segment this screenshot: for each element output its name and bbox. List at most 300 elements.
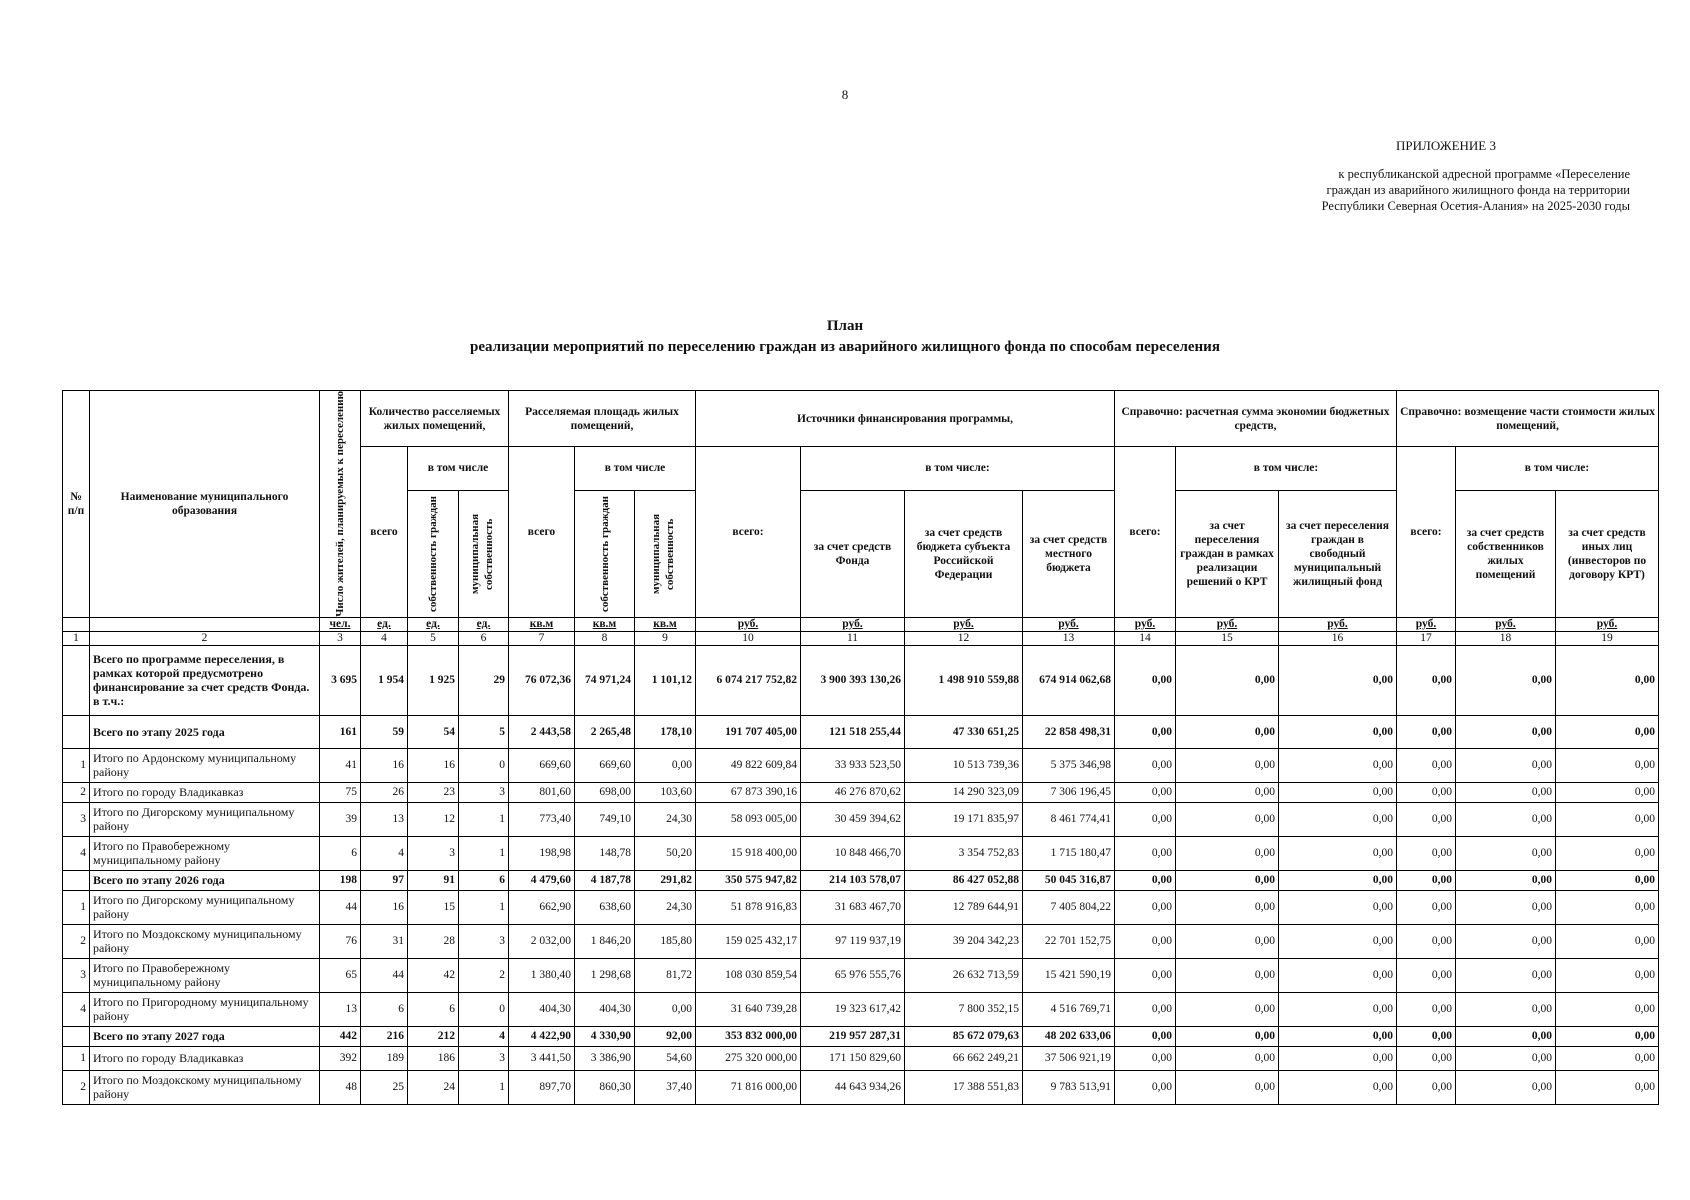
value-cell: 698,00 bbox=[575, 782, 635, 802]
value-cell: 0,00 bbox=[1397, 836, 1456, 870]
header-local-budget: за счет средств местного бюджета bbox=[1023, 490, 1115, 617]
value-cell: 1 925 bbox=[408, 645, 459, 715]
header-krt: за счет переселения граждан в рамках реализации решений о КРТ bbox=[1176, 490, 1279, 617]
value-cell: 75 bbox=[320, 782, 361, 802]
value-cell: 65 bbox=[320, 958, 361, 992]
value-cell: 0,00 bbox=[1556, 992, 1659, 1026]
value-cell: 0,00 bbox=[1176, 958, 1279, 992]
value-cell: 0,00 bbox=[1176, 715, 1279, 748]
value-cell: 81,72 bbox=[635, 958, 696, 992]
value-cell: 0,00 bbox=[1397, 645, 1456, 715]
value-cell: 1 954 bbox=[361, 645, 408, 715]
value-cell: 76 bbox=[320, 924, 361, 958]
municipality-name: Итого по Правобережному муниципальному району bbox=[90, 958, 320, 992]
value-cell: 442 bbox=[320, 1026, 361, 1046]
value-cell: 860,30 bbox=[575, 1070, 635, 1104]
value-cell: 3 bbox=[459, 782, 509, 802]
value-cell: 0,00 bbox=[1456, 748, 1556, 782]
value-cell: 2 443,58 bbox=[509, 715, 575, 748]
row-index: 3 bbox=[63, 802, 90, 836]
unit-cell: руб. bbox=[1556, 617, 1659, 631]
row-index: 1 bbox=[63, 748, 90, 782]
header-name: Наименование муниципального образования bbox=[90, 391, 320, 618]
value-cell: 1 298,68 bbox=[575, 958, 635, 992]
municipality-name: Итого по Моздокскому муниципальному району bbox=[90, 924, 320, 958]
value-cell: 24,30 bbox=[635, 802, 696, 836]
municipality-name: Всего по этапу 2025 года bbox=[90, 715, 320, 748]
row-index bbox=[63, 870, 90, 890]
value-cell: 4 187,78 bbox=[575, 870, 635, 890]
column-number: 10 bbox=[696, 631, 801, 645]
value-cell: 4 479,60 bbox=[509, 870, 575, 890]
value-cell: 33 933 523,50 bbox=[801, 748, 905, 782]
header-comp-total: всего: bbox=[1397, 447, 1456, 618]
value-cell: 0,00 bbox=[1556, 748, 1659, 782]
value-cell: 0,00 bbox=[1279, 645, 1397, 715]
value-cell: 1 bbox=[459, 802, 509, 836]
unit-cell: руб. bbox=[905, 617, 1023, 631]
header-residents-text: Число жителей, планируемых к переселению bbox=[334, 391, 346, 617]
value-cell: 291,82 bbox=[635, 870, 696, 890]
value-cell: 1 715 180,47 bbox=[1023, 836, 1115, 870]
value-cell: 16 bbox=[361, 890, 408, 924]
table-row bbox=[63, 890, 1659, 924]
value-cell: 0,00 bbox=[1456, 645, 1556, 715]
value-cell: 392 bbox=[320, 1046, 361, 1070]
value-cell: 0,00 bbox=[1279, 992, 1397, 1026]
value-cell: 10 848 466,70 bbox=[801, 836, 905, 870]
value-cell: 19 171 835,97 bbox=[905, 802, 1023, 836]
row-index: 2 bbox=[63, 1070, 90, 1104]
unit-cell: руб. bbox=[801, 617, 905, 631]
header-subject-budget: за счет средств бюджета субъекта Российской Федерации bbox=[905, 490, 1023, 617]
value-cell: 219 957 287,31 bbox=[801, 1026, 905, 1046]
value-cell: 1 bbox=[459, 890, 509, 924]
value-cell: 54,60 bbox=[635, 1046, 696, 1070]
value-cell: 674 914 062,68 bbox=[1023, 645, 1115, 715]
value-cell: 178,10 bbox=[635, 715, 696, 748]
value-cell: 2 032,00 bbox=[509, 924, 575, 958]
column-number: 1 bbox=[63, 631, 90, 645]
value-cell: 669,60 bbox=[575, 748, 635, 782]
value-cell: 0,00 bbox=[1279, 924, 1397, 958]
value-cell: 0,00 bbox=[1397, 958, 1456, 992]
header-savings-incl: в том числе: bbox=[1176, 447, 1397, 491]
table-row bbox=[63, 992, 1659, 1026]
header-compensation-group: Справочно: возмещение части стоимости жилых помещений, bbox=[1397, 391, 1659, 447]
value-cell: 5 bbox=[459, 715, 509, 748]
value-cell: 12 789 644,91 bbox=[905, 890, 1023, 924]
value-cell: 186 bbox=[408, 1046, 459, 1070]
value-cell: 0,00 bbox=[1115, 748, 1176, 782]
value-cell: 17 388 551,83 bbox=[905, 1070, 1023, 1104]
header-area-municipal bbox=[635, 490, 696, 617]
header-savings-total: всего: bbox=[1115, 447, 1176, 618]
header-premises-citizens-text: собственность граждан bbox=[427, 495, 439, 612]
unit-cell: чел. bbox=[320, 617, 361, 631]
value-cell: 638,60 bbox=[575, 890, 635, 924]
column-number: 2 bbox=[90, 631, 320, 645]
document-title: План bbox=[826, 318, 864, 334]
header-area-group: Расселяемая площадь жилых помещений, bbox=[509, 391, 696, 447]
value-cell: 0,00 bbox=[1456, 992, 1556, 1026]
value-cell: 0,00 bbox=[1176, 1026, 1279, 1046]
value-cell: 0,00 bbox=[1456, 870, 1556, 890]
header-free-fund: за счет переселения граждан в свободный муниципальный жилищный фонд bbox=[1279, 490, 1397, 617]
header-sources-group: Источники финансирования программы, bbox=[696, 391, 1115, 447]
value-cell: 30 459 394,62 bbox=[801, 802, 905, 836]
header-premises-group: Количество расселяемых жилых помещений, bbox=[361, 391, 509, 447]
value-cell: 14 290 323,09 bbox=[905, 782, 1023, 802]
value-cell: 22 701 152,75 bbox=[1023, 924, 1115, 958]
unit-cell: ед. bbox=[408, 617, 459, 631]
value-cell: 25 bbox=[361, 1070, 408, 1104]
value-cell: 0,00 bbox=[1456, 836, 1556, 870]
value-cell: 6 bbox=[459, 870, 509, 890]
value-cell: 103,60 bbox=[635, 782, 696, 802]
value-cell: 0,00 bbox=[1556, 802, 1659, 836]
value-cell: 0,00 bbox=[1115, 1046, 1176, 1070]
table-row bbox=[63, 782, 1659, 802]
value-cell: 92,00 bbox=[635, 1026, 696, 1046]
value-cell: 198,98 bbox=[509, 836, 575, 870]
column-number: 6 bbox=[459, 631, 509, 645]
value-cell: 65 976 555,76 bbox=[801, 958, 905, 992]
value-cell: 0,00 bbox=[1279, 958, 1397, 992]
column-number: 14 bbox=[1115, 631, 1176, 645]
value-cell: 0,00 bbox=[1456, 1046, 1556, 1070]
value-cell: 0,00 bbox=[1115, 645, 1176, 715]
value-cell: 0,00 bbox=[1279, 1070, 1397, 1104]
value-cell: 0,00 bbox=[1176, 1046, 1279, 1070]
value-cell: 0,00 bbox=[1176, 645, 1279, 715]
value-cell: 0,00 bbox=[1279, 1026, 1397, 1046]
value-cell: 0,00 bbox=[1556, 1070, 1659, 1104]
value-cell: 0,00 bbox=[1115, 992, 1176, 1026]
appendix-title: ПРИЛОЖЕНИЕ 3 bbox=[1396, 138, 1496, 153]
value-cell: 29 bbox=[459, 645, 509, 715]
column-number: 9 bbox=[635, 631, 696, 645]
appendix-line: Республики Северная Осетия-Алания» на 2025-2030 годы bbox=[1321, 199, 1630, 213]
value-cell: 0,00 bbox=[1456, 802, 1556, 836]
value-cell: 71 816 000,00 bbox=[696, 1070, 801, 1104]
value-cell: 0,00 bbox=[1279, 836, 1397, 870]
value-cell: 39 204 342,23 bbox=[905, 924, 1023, 958]
value-cell: 23 bbox=[408, 782, 459, 802]
value-cell: 7 800 352,15 bbox=[905, 992, 1023, 1026]
value-cell: 31 640 739,28 bbox=[696, 992, 801, 1026]
column-number: 8 bbox=[575, 631, 635, 645]
value-cell: 0,00 bbox=[1115, 890, 1176, 924]
table-row bbox=[63, 958, 1659, 992]
value-cell: 7 306 196,45 bbox=[1023, 782, 1115, 802]
value-cell: 3 354 752,83 bbox=[905, 836, 1023, 870]
row-index: 2 bbox=[63, 782, 90, 802]
unit-cell: руб. bbox=[1397, 617, 1456, 631]
subtotal-row bbox=[63, 1026, 1659, 1046]
value-cell: 39 bbox=[320, 802, 361, 836]
value-cell: 76 072,36 bbox=[509, 645, 575, 715]
row-index: 1 bbox=[63, 890, 90, 924]
value-cell: 216 bbox=[361, 1026, 408, 1046]
value-cell: 48 202 633,06 bbox=[1023, 1026, 1115, 1046]
value-cell: 191 707 405,00 bbox=[696, 715, 801, 748]
value-cell: 0 bbox=[459, 748, 509, 782]
header-sources-total: всего: bbox=[696, 447, 801, 618]
column-number: 5 bbox=[408, 631, 459, 645]
value-cell: 31 bbox=[361, 924, 408, 958]
table-row bbox=[63, 748, 1659, 782]
column-numbers-row bbox=[63, 631, 1659, 645]
value-cell: 1 498 910 559,88 bbox=[905, 645, 1023, 715]
header-fund: за счет средств Фонда bbox=[801, 490, 905, 617]
value-cell: 0,00 bbox=[1176, 802, 1279, 836]
column-number: 16 bbox=[1279, 631, 1397, 645]
value-cell: 0,00 bbox=[1456, 1070, 1556, 1104]
value-cell: 0,00 bbox=[1556, 782, 1659, 802]
value-cell: 0,00 bbox=[1279, 890, 1397, 924]
unit-cell: руб. bbox=[1115, 617, 1176, 631]
value-cell: 41 bbox=[320, 748, 361, 782]
value-cell: 50,20 bbox=[635, 836, 696, 870]
value-cell: 897,70 bbox=[509, 1070, 575, 1104]
page-number: 8 bbox=[841, 87, 849, 102]
value-cell: 0,00 bbox=[1397, 748, 1456, 782]
appendix-line: к республиканской адресной программе «Переселение bbox=[1338, 167, 1630, 181]
value-cell: 13 bbox=[320, 992, 361, 1026]
value-cell: 6 bbox=[408, 992, 459, 1026]
unit-cell: руб. bbox=[1176, 617, 1279, 631]
value-cell: 37,40 bbox=[635, 1070, 696, 1104]
header-area-municipal-text: муниципальная собственность bbox=[650, 513, 676, 594]
header-area-citizens-text: собственность граждан bbox=[598, 495, 611, 612]
value-cell: 3 bbox=[459, 924, 509, 958]
value-cell: 66 662 249,21 bbox=[905, 1046, 1023, 1070]
value-cell: 51 878 916,83 bbox=[696, 890, 801, 924]
value-cell: 0,00 bbox=[1556, 645, 1659, 715]
value-cell: 4 bbox=[459, 1026, 509, 1046]
value-cell: 148,78 bbox=[575, 836, 635, 870]
value-cell: 44 bbox=[361, 958, 408, 992]
value-cell: 0,00 bbox=[1556, 836, 1659, 870]
value-cell: 0,00 bbox=[1115, 870, 1176, 890]
value-cell: 1 380,40 bbox=[509, 958, 575, 992]
value-cell: 161 bbox=[320, 715, 361, 748]
value-cell: 0 bbox=[459, 992, 509, 1026]
value-cell: 4 330,90 bbox=[575, 1026, 635, 1046]
header-savings-group: Справочно: расчетная сумма экономии бюджетных средств, bbox=[1115, 391, 1397, 447]
value-cell: 0,00 bbox=[1397, 992, 1456, 1026]
value-cell: 0,00 bbox=[1279, 715, 1397, 748]
value-cell: 1 101,12 bbox=[635, 645, 696, 715]
unit-cell: ед. bbox=[361, 617, 408, 631]
table-row bbox=[63, 1070, 1659, 1104]
appendix-line: граждан из аварийного жилищного фонда на территории bbox=[1326, 183, 1630, 197]
value-cell: 1 bbox=[459, 1070, 509, 1104]
unit-cell: руб. bbox=[1279, 617, 1397, 631]
value-cell: 121 518 255,44 bbox=[801, 715, 905, 748]
value-cell: 1 bbox=[459, 836, 509, 870]
value-cell: 0,00 bbox=[1279, 802, 1397, 836]
value-cell: 47 330 651,25 bbox=[905, 715, 1023, 748]
value-cell: 4 422,90 bbox=[509, 1026, 575, 1046]
column-number: 18 bbox=[1456, 631, 1556, 645]
unit-cell: кв.м bbox=[635, 617, 696, 631]
row-index bbox=[63, 715, 90, 748]
header-comp-incl: в том числе: bbox=[1456, 447, 1659, 491]
row-index: 3 bbox=[63, 958, 90, 992]
value-cell: 42 bbox=[408, 958, 459, 992]
value-cell: 801,60 bbox=[509, 782, 575, 802]
value-cell: 0,00 bbox=[1556, 924, 1659, 958]
unit-cell bbox=[63, 617, 90, 631]
value-cell: 58 093 005,00 bbox=[696, 802, 801, 836]
unit-cell: руб. bbox=[1023, 617, 1115, 631]
header-premises-total: всего bbox=[361, 447, 408, 618]
value-cell: 54 bbox=[408, 715, 459, 748]
value-cell: 3 441,50 bbox=[509, 1046, 575, 1070]
row-index: 4 bbox=[63, 836, 90, 870]
value-cell: 189 bbox=[361, 1046, 408, 1070]
value-cell: 4 516 769,71 bbox=[1023, 992, 1115, 1026]
value-cell: 108 030 859,54 bbox=[696, 958, 801, 992]
value-cell: 0,00 bbox=[1115, 1026, 1176, 1046]
value-cell: 5 375 346,98 bbox=[1023, 748, 1115, 782]
value-cell: 275 320 000,00 bbox=[696, 1046, 801, 1070]
value-cell: 3 bbox=[408, 836, 459, 870]
value-cell: 3 695 bbox=[320, 645, 361, 715]
value-cell: 0,00 bbox=[1176, 890, 1279, 924]
column-number: 19 bbox=[1556, 631, 1659, 645]
value-cell: 0,00 bbox=[1115, 1070, 1176, 1104]
value-cell: 67 873 390,16 bbox=[696, 782, 801, 802]
value-cell: 0,00 bbox=[1556, 1026, 1659, 1046]
value-cell: 2 bbox=[459, 958, 509, 992]
value-cell: 31 683 467,70 bbox=[801, 890, 905, 924]
column-number: 11 bbox=[801, 631, 905, 645]
value-cell: 0,00 bbox=[1397, 802, 1456, 836]
value-cell: 0,00 bbox=[1456, 782, 1556, 802]
value-cell: 0,00 bbox=[1176, 924, 1279, 958]
value-cell: 0,00 bbox=[1115, 715, 1176, 748]
value-cell: 9 783 513,91 bbox=[1023, 1070, 1115, 1104]
value-cell: 13 bbox=[361, 802, 408, 836]
value-cell: 0,00 bbox=[1115, 958, 1176, 992]
value-cell: 4 bbox=[361, 836, 408, 870]
value-cell: 0,00 bbox=[1456, 715, 1556, 748]
value-cell: 15 918 400,00 bbox=[696, 836, 801, 870]
value-cell: 74 971,24 bbox=[575, 645, 635, 715]
value-cell: 0,00 bbox=[1279, 1046, 1397, 1070]
subtotal-row bbox=[63, 645, 1659, 715]
value-cell: 16 bbox=[408, 748, 459, 782]
value-cell: 59 bbox=[361, 715, 408, 748]
value-cell: 12 bbox=[408, 802, 459, 836]
municipality-name: Итого по Пригородному муниципальному району bbox=[90, 992, 320, 1026]
column-number: 4 bbox=[361, 631, 408, 645]
value-cell: 0,00 bbox=[1556, 1046, 1659, 1070]
value-cell: 26 bbox=[361, 782, 408, 802]
value-cell: 85 672 079,63 bbox=[905, 1026, 1023, 1046]
value-cell: 2 265,48 bbox=[575, 715, 635, 748]
value-cell: 37 506 921,19 bbox=[1023, 1046, 1115, 1070]
value-cell: 0,00 bbox=[1115, 802, 1176, 836]
value-cell: 26 632 713,59 bbox=[905, 958, 1023, 992]
row-index bbox=[63, 1026, 90, 1046]
value-cell: 6 bbox=[320, 836, 361, 870]
value-cell: 86 427 052,88 bbox=[905, 870, 1023, 890]
row-index: 4 bbox=[63, 992, 90, 1026]
header-premises-municipal bbox=[459, 490, 509, 617]
column-number: 3 bbox=[320, 631, 361, 645]
value-cell: 0,00 bbox=[1397, 1070, 1456, 1104]
row-index bbox=[63, 645, 90, 715]
unit-cell: руб. bbox=[1456, 617, 1556, 631]
municipality-name: Итого по Дигорскому муниципальному району bbox=[90, 802, 320, 836]
header-premises-citizens bbox=[408, 490, 459, 617]
value-cell: 15 421 590,19 bbox=[1023, 958, 1115, 992]
value-cell: 0,00 bbox=[1176, 1070, 1279, 1104]
value-cell: 0,00 bbox=[1279, 870, 1397, 890]
header-num: № п/п bbox=[63, 391, 90, 618]
value-cell: 0,00 bbox=[1456, 958, 1556, 992]
value-cell: 0,00 bbox=[1397, 1026, 1456, 1046]
value-cell: 185,80 bbox=[635, 924, 696, 958]
value-cell: 50 045 316,87 bbox=[1023, 870, 1115, 890]
value-cell: 49 822 609,84 bbox=[696, 748, 801, 782]
column-number: 12 bbox=[905, 631, 1023, 645]
header-premises-incl: в том числе bbox=[408, 447, 509, 491]
value-cell: 0,00 bbox=[1556, 890, 1659, 924]
value-cell: 0,00 bbox=[1397, 924, 1456, 958]
table-body bbox=[63, 645, 1659, 1104]
value-cell: 44 bbox=[320, 890, 361, 924]
value-cell: 91 bbox=[408, 870, 459, 890]
value-cell: 0,00 bbox=[1176, 870, 1279, 890]
value-cell: 0,00 bbox=[1456, 924, 1556, 958]
value-cell: 0,00 bbox=[1115, 782, 1176, 802]
value-cell: 0,00 bbox=[635, 748, 696, 782]
value-cell: 198 bbox=[320, 870, 361, 890]
resettlement-plan-table bbox=[62, 390, 1659, 1105]
column-number: 17 bbox=[1397, 631, 1456, 645]
value-cell: 662,90 bbox=[509, 890, 575, 924]
value-cell: 3 386,90 bbox=[575, 1046, 635, 1070]
value-cell: 1 846,20 bbox=[575, 924, 635, 958]
value-cell: 0,00 bbox=[1456, 890, 1556, 924]
value-cell: 0,00 bbox=[1176, 992, 1279, 1026]
value-cell: 8 461 774,41 bbox=[1023, 802, 1115, 836]
header-owners: за счет средств собственников жилых помещений bbox=[1456, 490, 1556, 617]
subtotal-row bbox=[63, 715, 1659, 748]
header-premises-municipal-text: муниципальная собственность bbox=[468, 513, 495, 594]
column-number: 13 bbox=[1023, 631, 1115, 645]
value-cell: 10 513 739,36 bbox=[905, 748, 1023, 782]
table-row bbox=[63, 1046, 1659, 1070]
municipality-name: Всего по программе переселения, в рамках которой предусмотрено финансирование за счет средств Фонда. в т.ч.: bbox=[90, 645, 320, 715]
header-area-total: всего bbox=[509, 447, 575, 618]
value-cell: 350 575 947,82 bbox=[696, 870, 801, 890]
value-cell: 0,00 bbox=[1397, 1046, 1456, 1070]
municipality-name: Всего по этапу 2027 года bbox=[90, 1026, 320, 1046]
value-cell: 28 bbox=[408, 924, 459, 958]
header-sources-incl: в том числе: bbox=[801, 447, 1115, 491]
unit-cell: кв.м bbox=[575, 617, 635, 631]
value-cell: 0,00 bbox=[1279, 748, 1397, 782]
document-subtitle: реализации мероприятий по переселению граждан из аварийного жилищного фонда по способам переселения bbox=[470, 339, 1220, 355]
municipality-name: Итого по Дигорскому муниципальному району bbox=[90, 890, 320, 924]
unit-cell: руб. bbox=[696, 617, 801, 631]
